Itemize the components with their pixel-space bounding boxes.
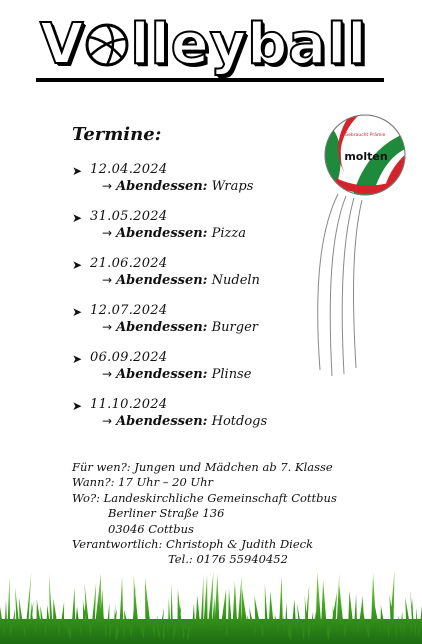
list-item bbox=[72, 209, 312, 256]
info-where: Wo?: Landeskirchliche Gemeinschaft Cottbus bbox=[72, 490, 337, 505]
right-arrow-icon: → bbox=[102, 367, 113, 381]
info-when: Wann?: 17 Uhr – 20 Uhr bbox=[72, 475, 214, 490]
title-prefix: V bbox=[40, 12, 85, 77]
arrowhead-bullet-icon: ➤ bbox=[72, 305, 83, 319]
grass-border-icon bbox=[0, 564, 422, 644]
event-dinner bbox=[102, 367, 251, 382]
dinner-dish: Hotdogs bbox=[211, 414, 268, 429]
event-dinner bbox=[102, 273, 260, 288]
list-item bbox=[72, 350, 312, 397]
ball-brand: molten bbox=[344, 150, 388, 163]
list-item bbox=[72, 256, 312, 303]
dinner-dish: Burger bbox=[211, 320, 258, 335]
dinner-label: Abendessen: bbox=[116, 179, 208, 194]
arrowhead-bullet-icon: ➤ bbox=[72, 211, 83, 225]
events-list bbox=[72, 162, 312, 444]
ball-text: Gebraucht Prämie bbox=[344, 133, 386, 138]
event-date: 11.10.2024 bbox=[90, 397, 168, 412]
dinner-dish: Pizza bbox=[211, 226, 246, 241]
list-item bbox=[72, 303, 312, 350]
dinner-dish: Nudeln bbox=[211, 273, 260, 288]
arrowhead-bullet-icon: ➤ bbox=[72, 399, 83, 413]
list-item bbox=[72, 162, 312, 209]
dinner-dish: Wraps bbox=[211, 179, 254, 194]
volleyball-icon bbox=[85, 23, 129, 67]
title-block bbox=[40, 14, 385, 84]
dinner-label: Abendessen: bbox=[116, 414, 208, 429]
right-arrow-icon: → bbox=[102, 179, 113, 193]
arrowhead-bullet-icon: ➤ bbox=[72, 164, 83, 178]
right-arrow-icon: → bbox=[102, 320, 113, 334]
event-dinner bbox=[102, 226, 246, 241]
arrowhead-bullet-icon: ➤ bbox=[72, 258, 83, 272]
termine-heading: Termine: bbox=[72, 124, 162, 145]
event-date: 21.06.2024 bbox=[90, 256, 168, 271]
dinner-label: Abendessen: bbox=[116, 273, 208, 288]
event-date: 12.04.2024 bbox=[90, 162, 168, 177]
info-block bbox=[72, 460, 337, 568]
event-date: 31.05.2024 bbox=[90, 209, 168, 224]
title-suffix: lleyball bbox=[130, 12, 368, 77]
list-item bbox=[72, 397, 312, 444]
event-date: 06.09.2024 bbox=[90, 350, 168, 365]
event-date: 12.07.2024 bbox=[90, 303, 168, 318]
title-underline bbox=[36, 78, 384, 82]
dinner-dish: Plinse bbox=[211, 367, 252, 382]
volleyball-icon bbox=[322, 112, 408, 198]
info-street: Berliner Straße 136 bbox=[108, 506, 225, 521]
dinner-label: Abendessen: bbox=[116, 320, 208, 335]
dinner-label: Abendessen: bbox=[116, 226, 208, 241]
right-arrow-icon: → bbox=[102, 226, 113, 240]
event-dinner bbox=[102, 320, 258, 335]
dinner-label: Abendessen: bbox=[116, 367, 208, 382]
page-title bbox=[40, 14, 367, 76]
info-city: 03046 Cottbus bbox=[108, 521, 194, 536]
info-phone: Tel.: 0176 55940452 bbox=[168, 552, 288, 567]
event-dinner bbox=[102, 414, 267, 429]
event-dinner bbox=[102, 179, 253, 194]
info-responsible: Verantwortlich: Christoph & Judith Dieck bbox=[72, 537, 314, 552]
info-who: Für wen?: Jungen und Mädchen ab 7. Klasse bbox=[72, 460, 333, 474]
right-arrow-icon: → bbox=[102, 273, 113, 287]
arrowhead-bullet-icon: ➤ bbox=[72, 352, 83, 366]
right-arrow-icon: → bbox=[102, 414, 113, 428]
